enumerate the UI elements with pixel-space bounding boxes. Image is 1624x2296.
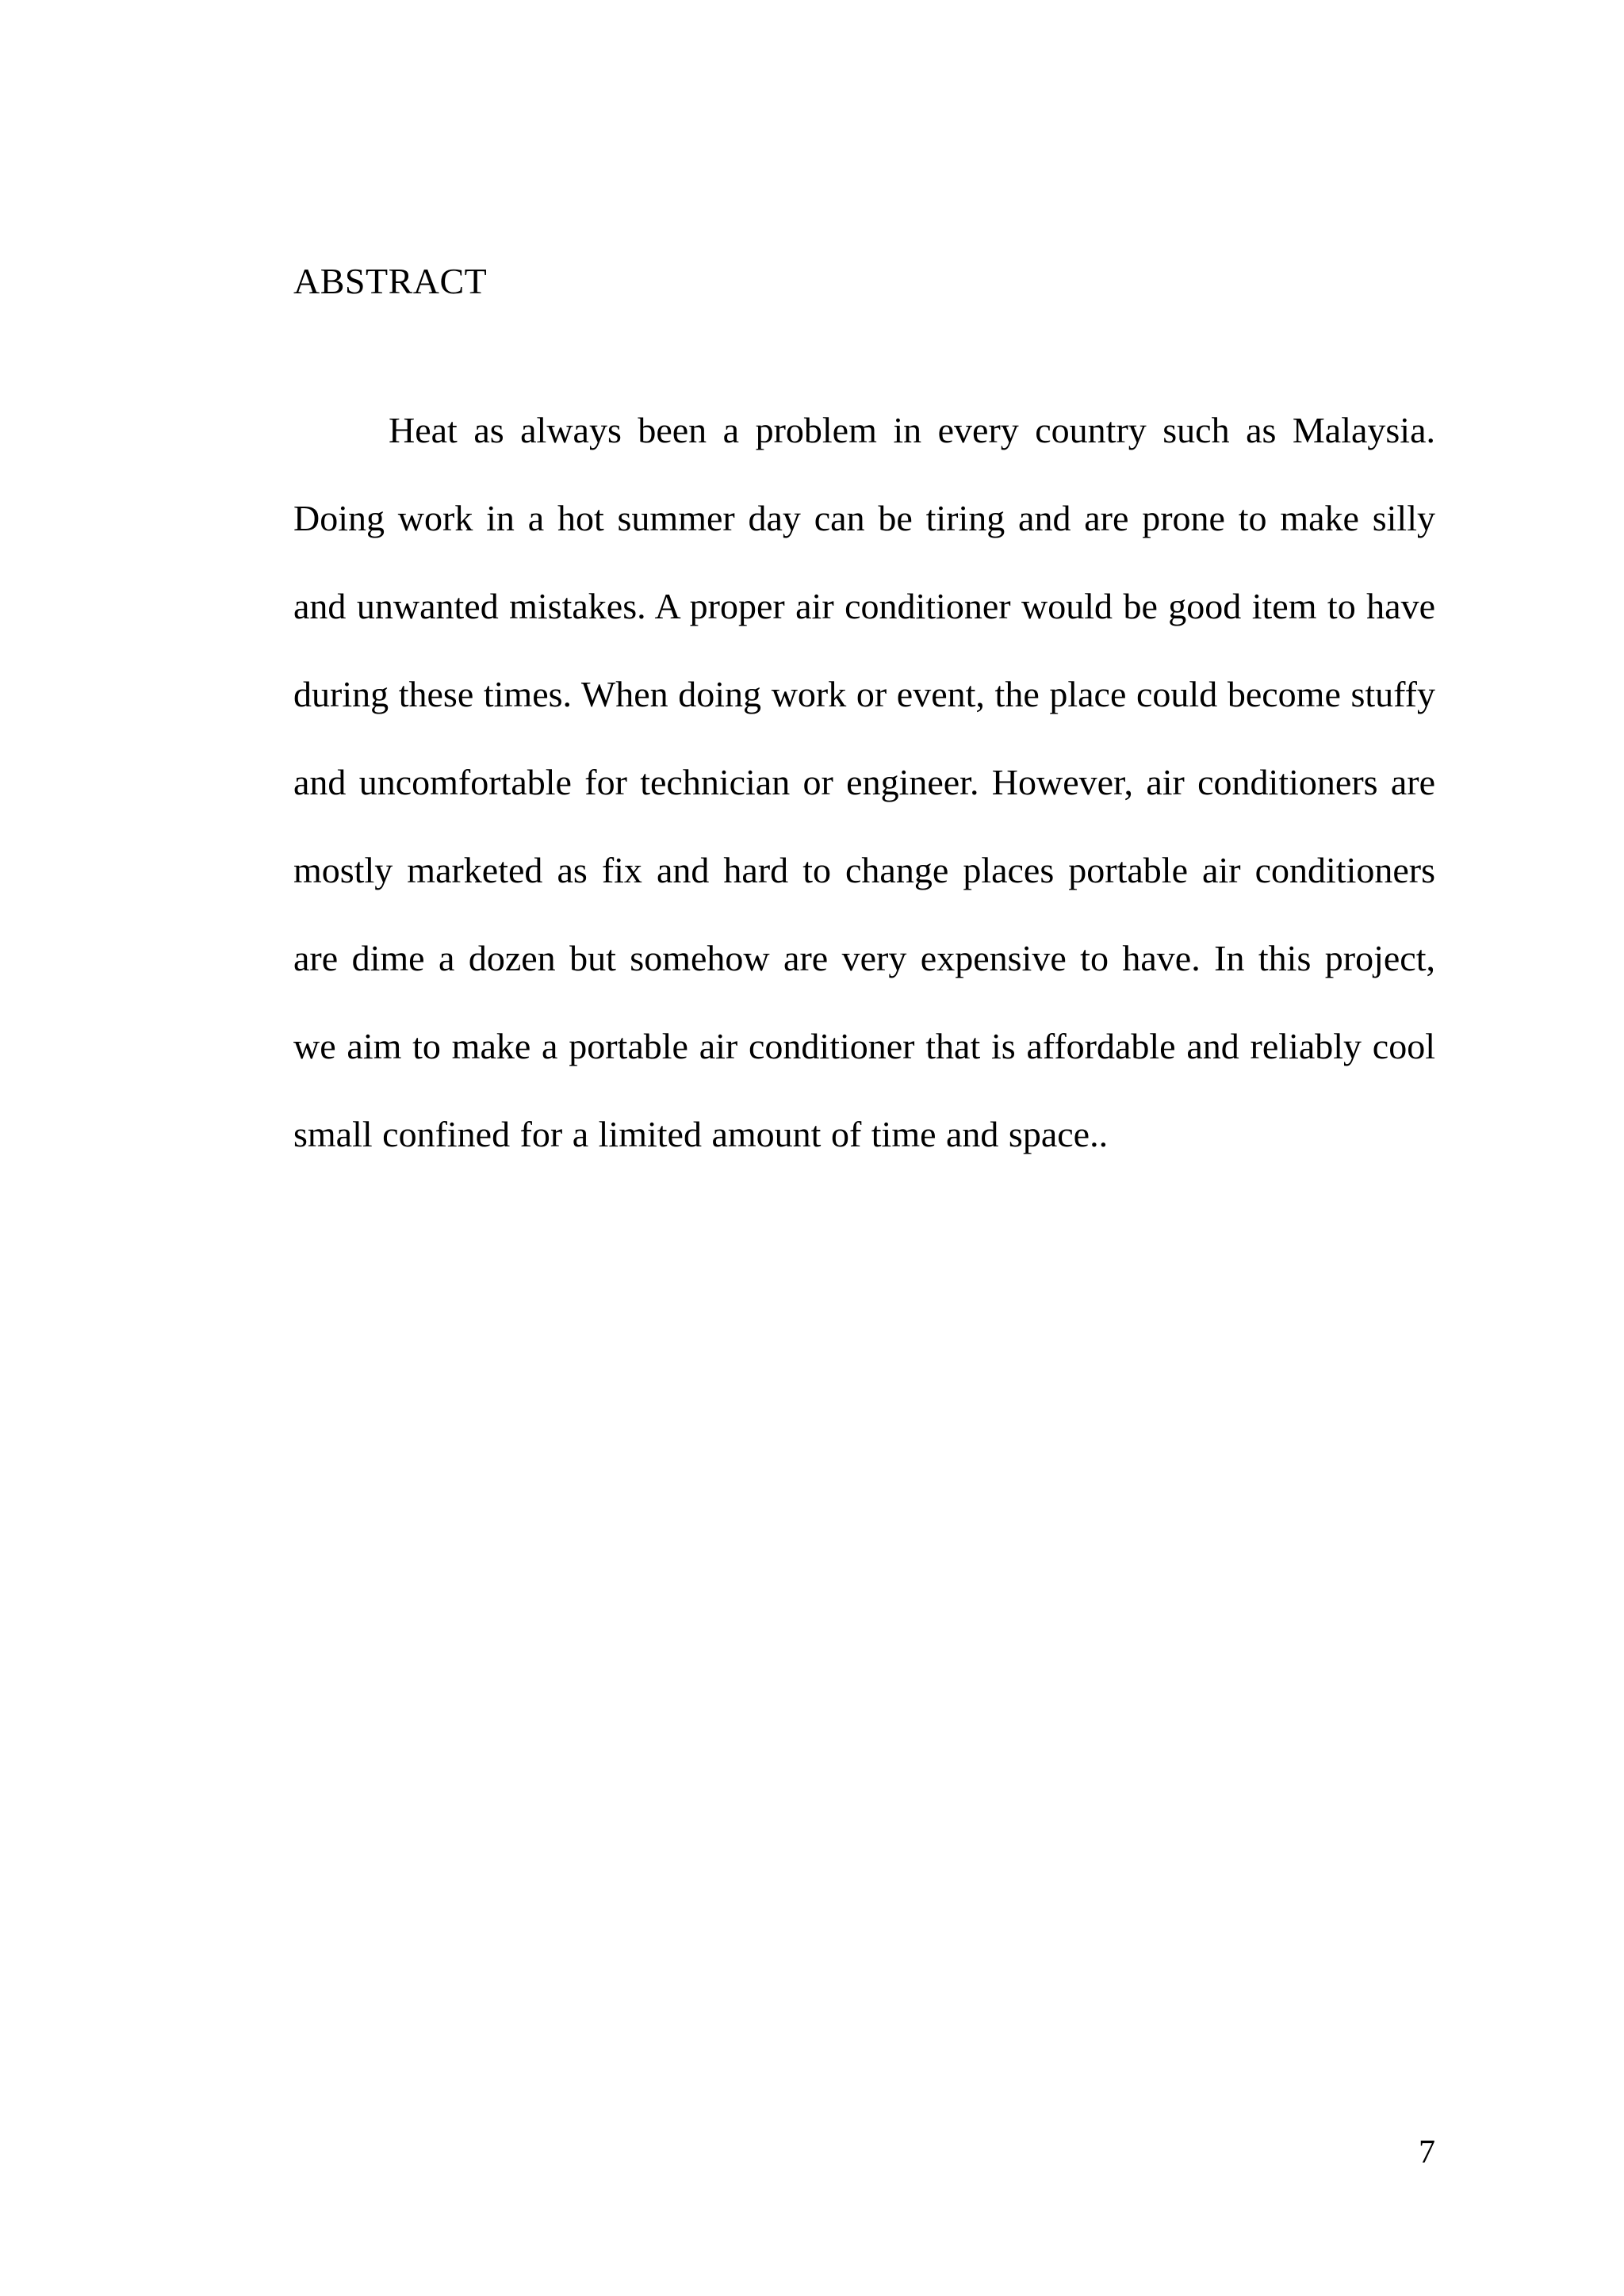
abstract-paragraph: Heat as always been a problem in every country such as Malaysia. Doing work in a hot summer day can be tiring and are prone to make silly and unwanted mistakes. A proper air conditioner would be good item to have during these times. When doing work or event, the place could become stuffy and uncomfortable for technician or engineer. However, air conditioners are mostly marketed as fix and hard to change places portable air conditioners are dime a dozen but somehow are very expensive to have. In this project, we aim to make a portable air conditioner that is affordable and reliably cool small confined for a limited amount of time and space.. xyxy=(293,410,1435,1154)
abstract-heading: ABSTRACT xyxy=(293,261,488,301)
page-number: 7 xyxy=(1419,2134,1435,2171)
